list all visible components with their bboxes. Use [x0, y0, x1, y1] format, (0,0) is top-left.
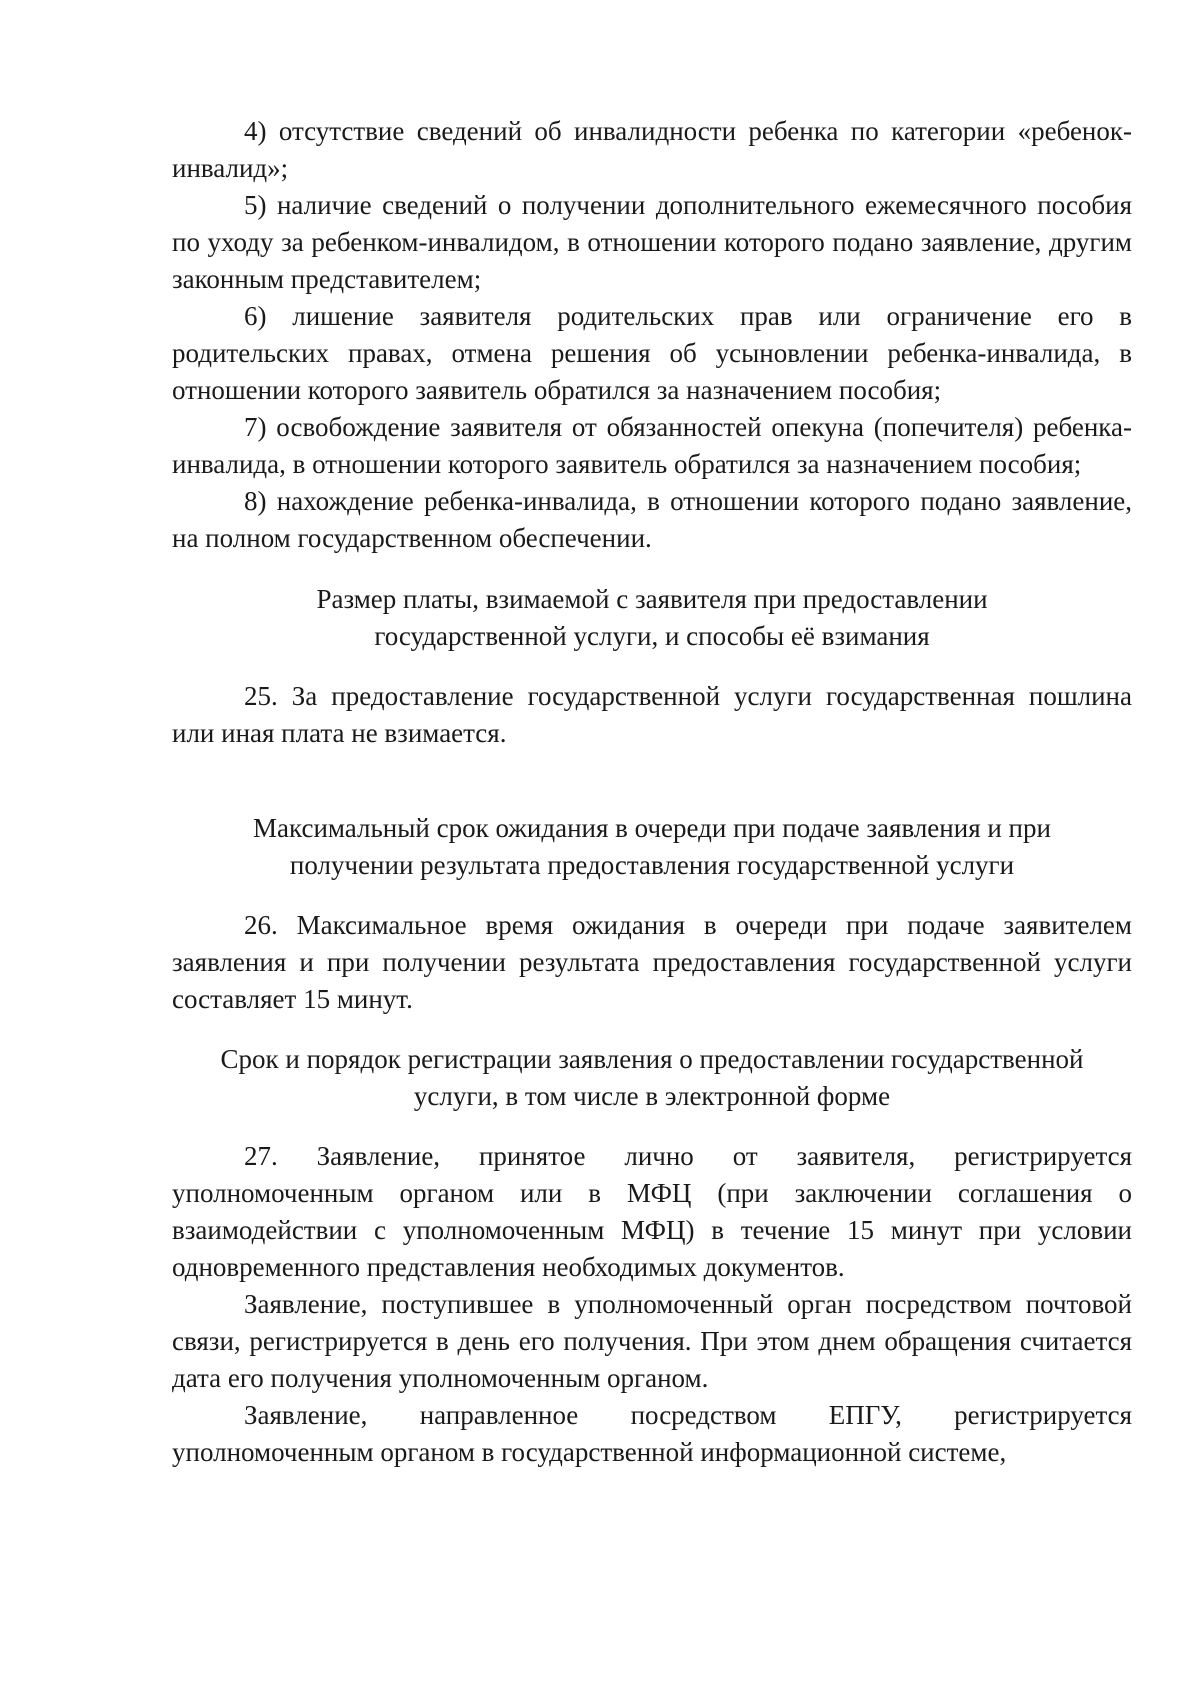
section-heading-registration	[172, 1041, 1132, 1115]
list-item-4: 4) отсутствие сведений об инвалидности ребенка по категории «ребенок-инвалид»;	[172, 116, 1132, 183]
spacer	[172, 884, 1132, 907]
section-heading-registration-line2: услуги, в том числе в электронной форме	[413, 1081, 891, 1111]
section-heading-fee	[172, 581, 1132, 655]
spacer	[172, 1115, 1132, 1138]
list-item-8: 8) нахождение ребенка-инвалида, в отношении которого подано заявление, на полном государственном обеспечении.	[172, 486, 1132, 553]
paragraph-26: 26. Максимальное время ожидания в очереди при подаче заявителем заявления и при получении результата предоставления государственной услуги составляет 15 минут.	[172, 910, 1132, 1014]
section-heading-queue	[172, 810, 1132, 884]
paragraph-25: 25. За предоставление государственной услуги государственная пошлина или иная плата не взимается.	[172, 681, 1132, 748]
paragraph-27-epgu: Заявление, направленное посредством ЕПГУ, регистрируется уполномоченным органом в государственной информационной системе,	[172, 1400, 1132, 1467]
spacer	[172, 1018, 1132, 1041]
document-body	[172, 113, 1132, 1471]
list-item-6: 6) лишение заявителя родительских прав или ограничение его в родительских правах, отмена решения об усыновлении ребенка-инвалида, в отношении которого заявитель обратился за назначением пособия;	[172, 301, 1132, 405]
spacer	[172, 557, 1132, 581]
section-heading-fee-line1: Размер платы, взимаемой с заявителя при предоставлении	[316, 584, 988, 614]
spacer	[172, 655, 1132, 678]
list-item-5: 5) наличие сведений о получении дополнительного ежемесячного пособия по уходу за ребенком-инвалидом, в отношении которого подано заявление, другим законным представителем;	[172, 190, 1132, 294]
list-item-7: 7) освобождение заявителя от обязанностей опекуна (попечителя) ребенка-инвалида, в отношении которого заявитель обратился за назначением пособия;	[172, 412, 1132, 479]
section-heading-fee-line2: государственной услуги, и способы её взимания	[374, 621, 930, 651]
section-heading-queue-line2: получении результата предоставления государственной услуги	[289, 850, 1015, 880]
paragraph-27: 27. Заявление, принятое лично от заявителя, регистрируется уполномоченным органом или в МФЦ (при заключении соглашения о взаимодействии с уполномоченным МФЦ) в течение 15 минут при условии одновременного представления необходимых документов.	[172, 1141, 1132, 1282]
spacer	[172, 752, 1132, 810]
section-heading-queue-line1: Максимальный срок ожидания в очереди при подаче заявления и при	[253, 813, 1051, 843]
paragraph-27-post: Заявление, поступившее в уполномоченный орган посредством почтовой связи, регистрируется в день его получения. При этом днем обращения считается дата его получения уполномоченным органом.	[172, 1289, 1132, 1393]
section-heading-registration-line1: Срок и порядок регистрации заявления о предоставлении государственной	[220, 1044, 1084, 1074]
